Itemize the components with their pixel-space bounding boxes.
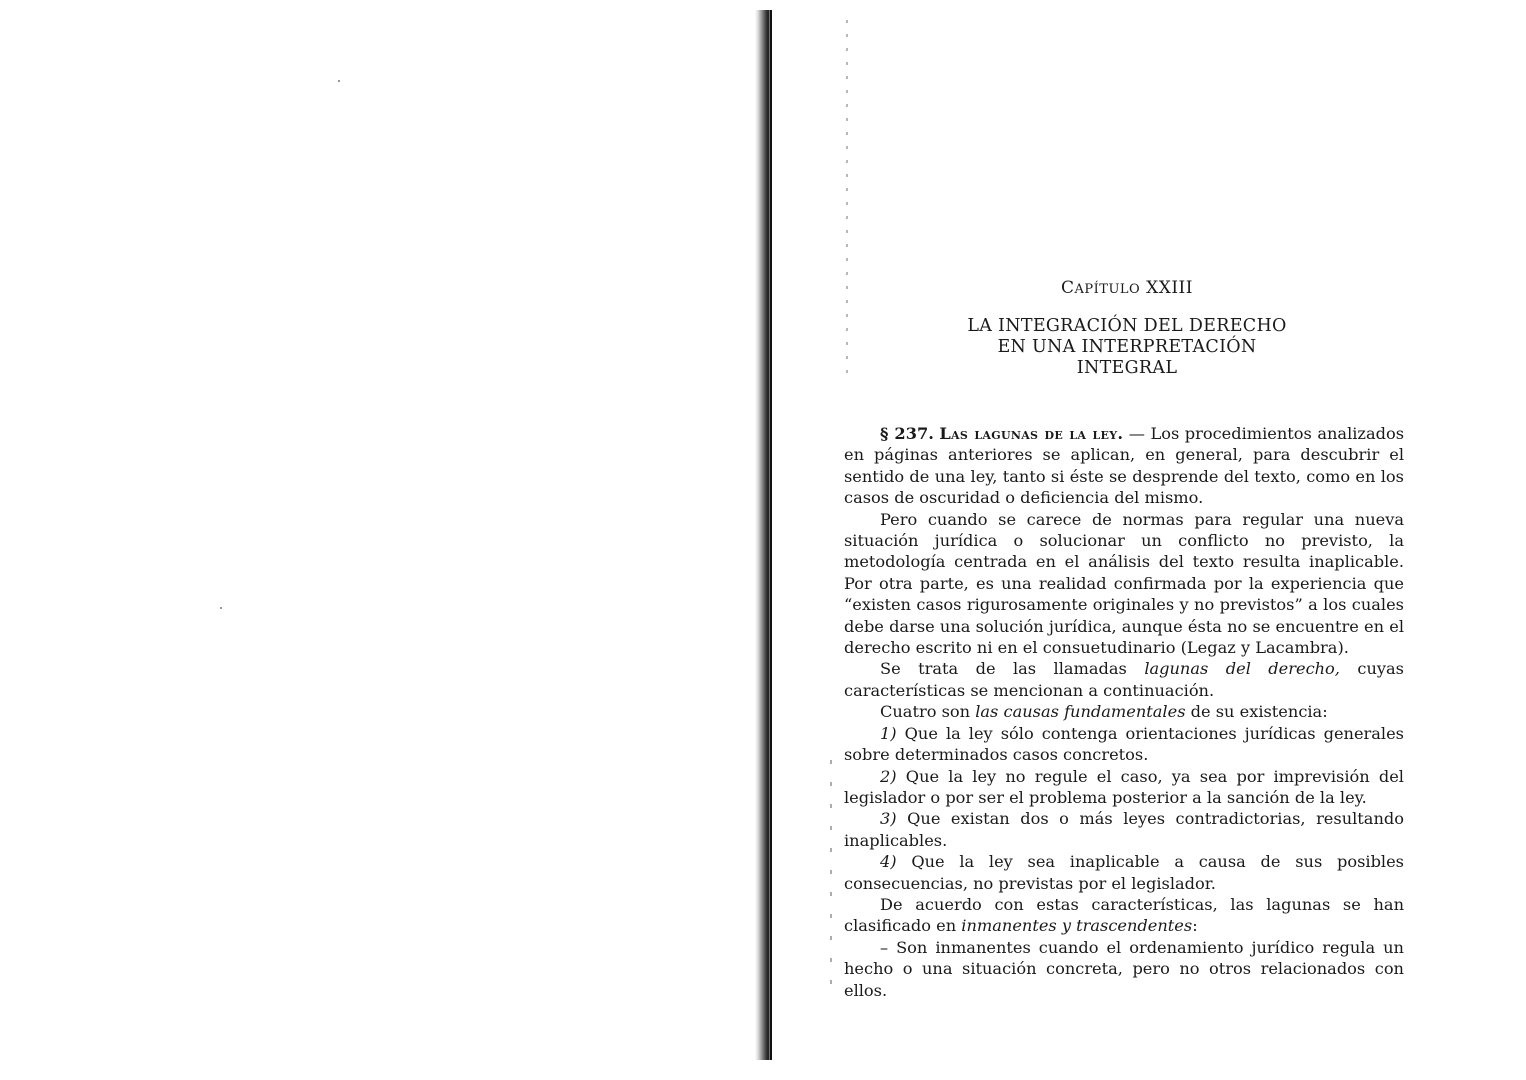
list-item-number: 4): [880, 852, 897, 872]
list-item-text: Que la ley no regule el caso, ya sea por imprevisión del legislador o por ser el problema posterior a la sanción de la ley.: [844, 766, 1404, 807]
chapter-title-line: EN UNA INTERPRETACIÓN: [997, 337, 1257, 357]
body-text: [844, 423, 1404, 1001]
chapter-title: [872, 316, 1382, 379]
list-item-text: Que la ley sea inaplicable a causa de sus posibles consecuencias, no previstas por el legislador.: [844, 852, 1404, 893]
section-heading: Las lagunas de la ley.: [939, 424, 1124, 443]
list-item: [844, 851, 1404, 894]
list-item-text: Que existan dos o más leyes contradictorias, resultando inaplicables.: [844, 809, 1404, 850]
chapter-label: [872, 278, 1382, 298]
paragraph-text: Cuatro son: [880, 702, 976, 722]
paragraph: Pero cuando se carece de normas para regular una nueva situación jurídica o solucionar un conflicto no previsto, la metodología centrada en el análisis del texto resulta inaplicable. Por otra parte, es una realidad confirmada por la experiencia que “existen casos rigurosamente originales y no previstos” a los cuales debe darse una solución jurídica, aunque ésta no se encuentre en el derecho escrito ni en el consuetudinario (Legaz y Lacambra).: [844, 509, 1404, 658]
list-item-number: 2): [880, 766, 897, 786]
paragraph: – Son inmanentes cuando el ordenamiento jurídico regula un hecho o una situación concreta, pero no otros relacionados con ellos.: [844, 937, 1404, 1000]
list-item-number: 3): [880, 809, 897, 829]
emphasis-text: lagunas del derecho,: [1144, 659, 1340, 679]
list-item: [844, 766, 1404, 809]
paragraph-text: De acuerdo con estas características, las lagunas se han clasificado en: [844, 894, 1404, 936]
left-blank-page: [0, 0, 755, 1080]
paragraph-text: de su existencia:: [1185, 702, 1328, 722]
list-item-number: 1): [880, 723, 897, 743]
list-item-text: Que la ley sólo contenga orientaciones jurídicas generales sobre determinados casos concretos.: [844, 723, 1404, 765]
paragraph: [844, 658, 1404, 701]
chapter-label-prefix: C: [1061, 278, 1075, 298]
emphasis-text: las causas fundamentales: [975, 702, 1186, 722]
paragraph-text: cuyas características se mencionan a continuación.: [844, 659, 1404, 700]
paragraph-text: Se trata de las llamadas: [880, 659, 1145, 679]
paragraph-text: Los procedimientos analizados en páginas anteriores se aplican, en general, para descubrir el sentido de una ley, tanto si éste se desprende del texto, como en los casos de oscuridad o deficiencia del mismo.: [844, 424, 1405, 508]
chapter-title-line: INTEGRAL: [1076, 358, 1178, 378]
paragraph-text: :: [1192, 916, 1198, 936]
paragraph: [844, 894, 1404, 937]
chapter-heading: [872, 278, 1382, 379]
chapter-title-line: LA INTEGRACIÓN DEL DERECHO: [967, 316, 1287, 336]
chapter-number: XXIII: [1146, 278, 1193, 298]
list-item: [844, 808, 1404, 851]
right-text-page: [772, 0, 1526, 1080]
scan-speck: [338, 80, 340, 82]
list-item: [844, 723, 1404, 766]
emphasis-text: inmanentes y trascendentes: [961, 916, 1193, 936]
paragraph: [844, 701, 1404, 722]
section-number: § 237.: [880, 424, 934, 443]
chapter-label-word: APÍTULO: [1074, 282, 1141, 297]
paragraph-section-intro: [844, 423, 1404, 509]
scan-speck: [220, 607, 222, 609]
book-gutter: [755, 10, 771, 1060]
section-dash: —: [1123, 424, 1151, 443]
